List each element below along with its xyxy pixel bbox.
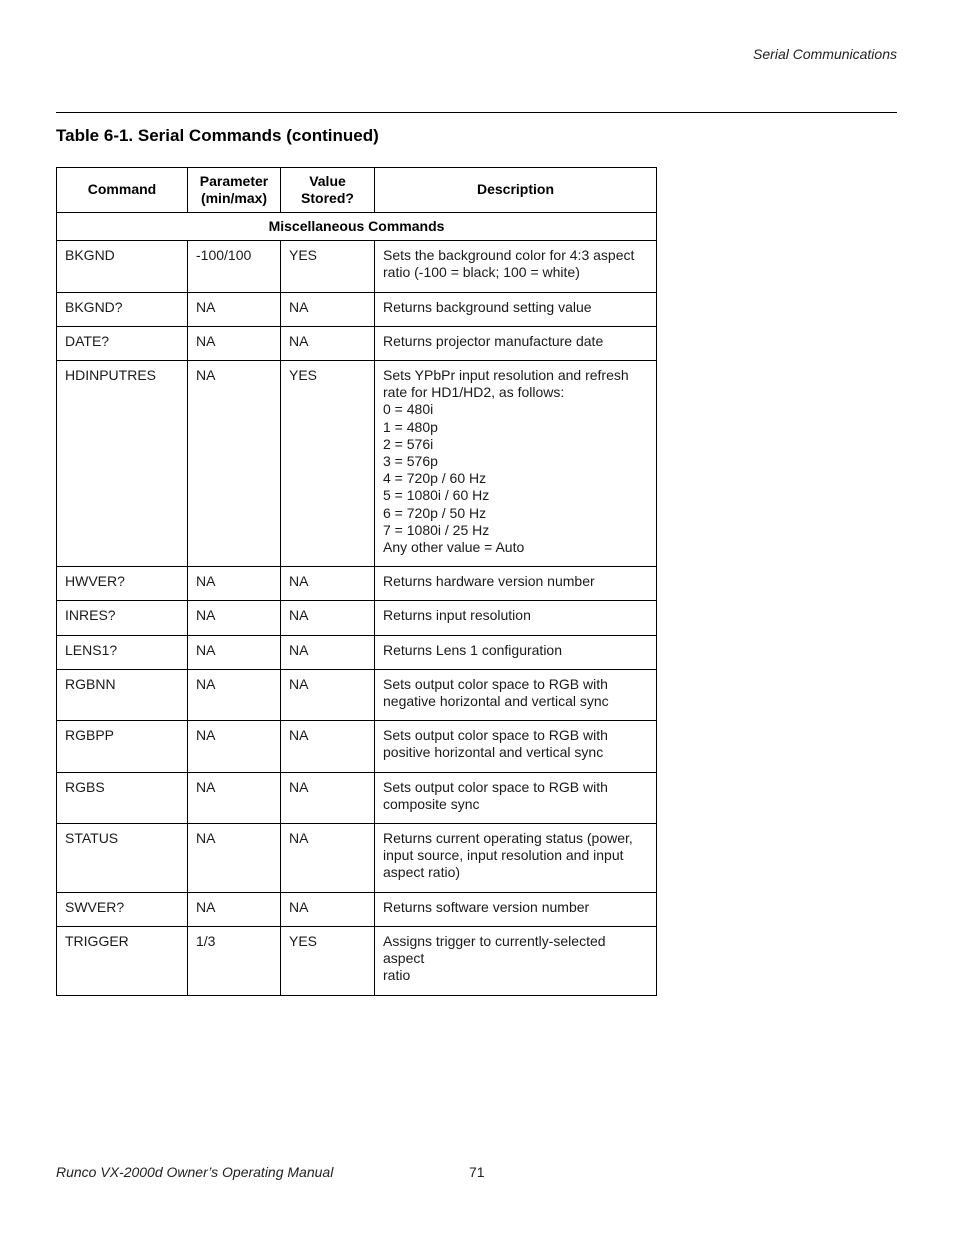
description-line: Returns projector manufacture date — [383, 332, 604, 349]
cell-value-stored: NA — [281, 567, 375, 601]
description-line: positive horizontal and vertical sync — [383, 744, 604, 761]
description-line: composite sync — [383, 795, 480, 812]
description-line: 1 = 480p — [383, 418, 438, 435]
description-line: Sets output color space to RGB with — [383, 675, 608, 692]
table-row — [57, 601, 657, 635]
cell-value-stored: NA — [281, 326, 375, 360]
serial-commands-table — [56, 167, 657, 996]
cell-command: HDINPUTRES — [57, 361, 188, 567]
cell-command: BKGND? — [57, 292, 188, 326]
cell-command: LENS1? — [57, 635, 188, 669]
cell-value-stored: NA — [281, 772, 375, 823]
description-line: Assigns trigger to currently-selected aspect — [383, 932, 606, 967]
cell-parameter: NA — [188, 326, 281, 360]
description-line: negative horizontal and vertical sync — [383, 693, 609, 710]
cell-parameter: 1/3 — [188, 926, 281, 995]
cell-parameter: -100/100 — [188, 241, 281, 292]
cell-command: RGBPP — [57, 721, 188, 772]
cell-parameter: NA — [188, 824, 281, 893]
cell-command: STATUS — [57, 824, 188, 893]
cell-description — [375, 361, 657, 567]
cell-command: HWVER? — [57, 567, 188, 601]
cell-value-stored: YES — [281, 241, 375, 292]
cell-description — [375, 721, 657, 772]
description-line: rate for HD1/HD2, as follows: — [383, 384, 565, 401]
description-line: Sets the background color for 4:3 aspect — [383, 247, 635, 264]
description-line: Sets YPbPr input resolution and refresh — [383, 367, 629, 384]
description-line: Returns background setting value — [383, 298, 592, 315]
cell-command: RGBS — [57, 772, 188, 823]
header-rule — [56, 112, 897, 113]
description-line: 4 = 720p / 60 Hz — [383, 470, 487, 487]
description-line: ratio — [383, 967, 411, 984]
cell-description — [375, 635, 657, 669]
table-row — [57, 721, 657, 772]
table-row — [57, 892, 657, 926]
cell-description — [375, 926, 657, 995]
cell-description — [375, 292, 657, 326]
cell-description — [375, 669, 657, 720]
description-line: 3 = 576p — [383, 453, 438, 470]
cell-command: INRES? — [57, 601, 188, 635]
cell-parameter: NA — [188, 892, 281, 926]
table-title: Table 6-1. Serial Commands (continued) — [56, 126, 379, 145]
description-line: Sets output color space to RGB with — [383, 778, 608, 795]
cell-parameter: NA — [188, 601, 281, 635]
cell-command: TRIGGER — [57, 926, 188, 995]
cell-value-stored: NA — [281, 721, 375, 772]
description-line: input source, input resolution and input — [383, 847, 624, 864]
cell-value-stored: YES — [281, 926, 375, 995]
cell-command: SWVER? — [57, 892, 188, 926]
cell-value-stored: NA — [281, 824, 375, 893]
cell-command: DATE? — [57, 326, 188, 360]
cell-value-stored: NA — [281, 292, 375, 326]
footer-page-number: 71 — [469, 1164, 485, 1180]
cell-value-stored: NA — [281, 669, 375, 720]
table-header-row — [57, 168, 657, 213]
table-row — [57, 669, 657, 720]
cell-parameter: NA — [188, 721, 281, 772]
description-line: Sets output color space to RGB with — [383, 727, 608, 744]
description-line: Returns input resolution — [383, 607, 531, 624]
cell-parameter: NA — [188, 772, 281, 823]
table-row — [57, 635, 657, 669]
cell-description — [375, 772, 657, 823]
description-line: Returns Lens 1 configuration — [383, 641, 562, 658]
cell-parameter: NA — [188, 669, 281, 720]
running-header: Serial Communications — [753, 46, 897, 62]
cell-parameter: NA — [188, 292, 281, 326]
cell-parameter: NA — [188, 567, 281, 601]
cell-parameter: NA — [188, 635, 281, 669]
column-header-value-stored: Value Stored? — [281, 168, 375, 213]
cell-description — [375, 601, 657, 635]
description-line: 0 = 480i — [383, 401, 434, 418]
cell-value-stored: NA — [281, 601, 375, 635]
cell-value-stored: YES — [281, 361, 375, 567]
description-line: Returns current operating status (power, — [383, 830, 633, 847]
description-line: 2 = 576i — [383, 435, 434, 452]
table-row — [57, 567, 657, 601]
column-header-command: Command — [57, 168, 188, 213]
description-line: 6 = 720p / 50 Hz — [383, 504, 487, 521]
cell-value-stored: NA — [281, 635, 375, 669]
cell-description — [375, 241, 657, 292]
section-title: Miscellaneous Commands — [57, 213, 657, 241]
table-row — [57, 241, 657, 292]
description-line: 5 = 1080i / 60 Hz — [383, 487, 490, 504]
description-line: Returns software version number — [383, 898, 590, 915]
cell-command: RGBNN — [57, 669, 188, 720]
description-line: ratio (-100 = black; 100 = white) — [383, 264, 580, 281]
cell-value-stored: NA — [281, 892, 375, 926]
section-row — [57, 213, 657, 241]
description-line: 7 = 1080i / 25 Hz — [383, 521, 490, 538]
cell-command: BKGND — [57, 241, 188, 292]
column-header-description: Description — [375, 168, 657, 213]
table-row — [57, 326, 657, 360]
table-row — [57, 361, 657, 567]
cell-description — [375, 567, 657, 601]
cell-parameter: NA — [188, 361, 281, 567]
table-row — [57, 772, 657, 823]
table-row — [57, 292, 657, 326]
description-line: Any other value = Auto — [383, 539, 525, 556]
description-line: Returns hardware version number — [383, 573, 595, 590]
description-line: aspect ratio) — [383, 864, 461, 881]
cell-description — [375, 892, 657, 926]
cell-description — [375, 824, 657, 893]
column-header-parameter: Parameter (min/max) — [188, 168, 281, 213]
footer-manual-title: Runco VX-2000d Owner’s Operating Manual — [56, 1164, 334, 1180]
cell-description — [375, 326, 657, 360]
table-row — [57, 824, 657, 893]
table-row — [57, 926, 657, 995]
